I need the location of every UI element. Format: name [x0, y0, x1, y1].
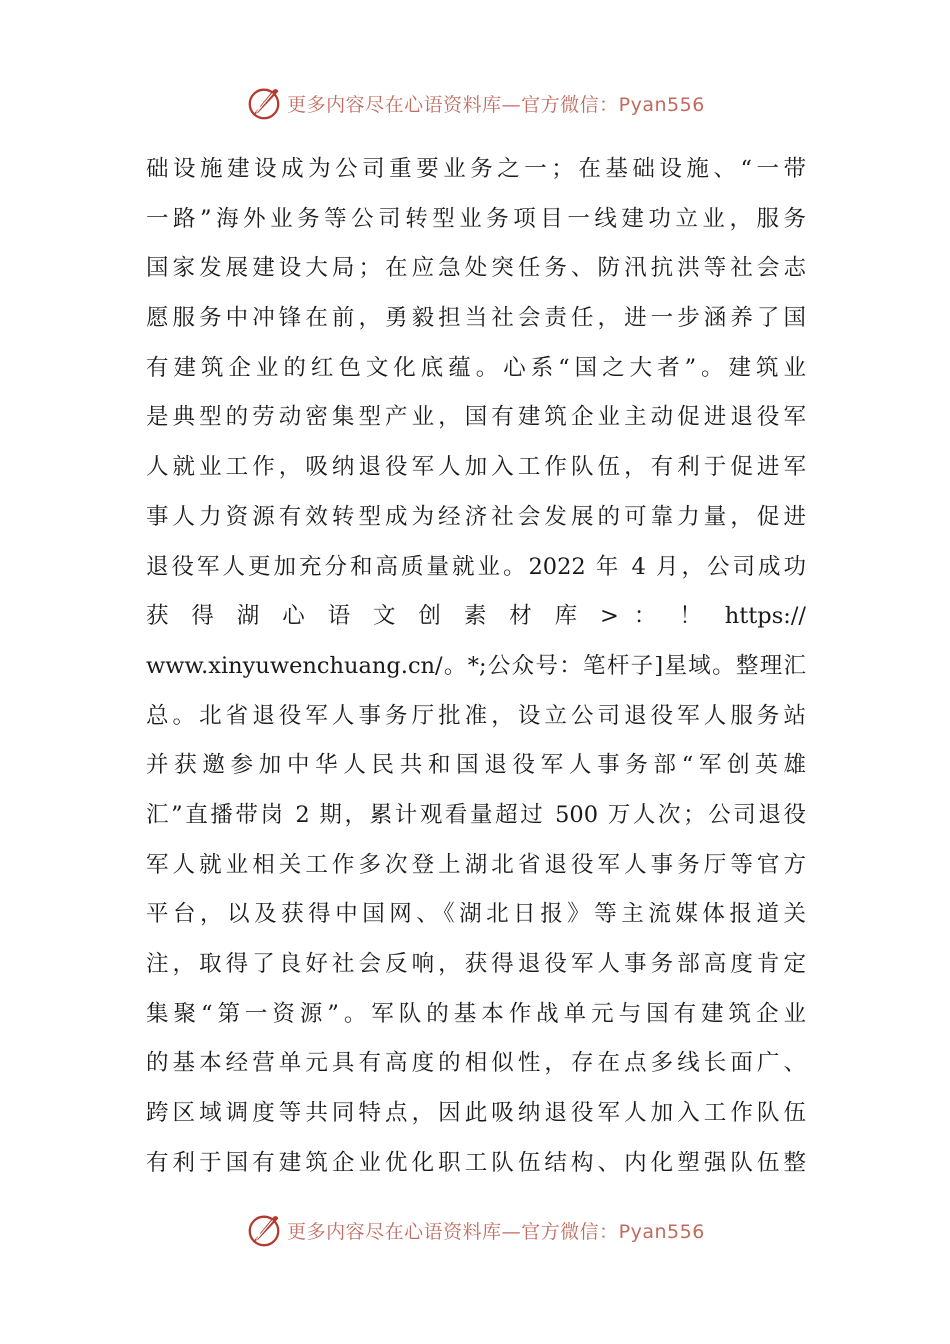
body-line: 国家发展建设大局；在应急处突任务、防汛抗洪等社会志 [146, 255, 806, 282]
quill-pen-logo-icon [245, 1211, 283, 1249]
body-line: 注，取得了良好社会反响，获得退役军人事务部高度肯定 [146, 951, 806, 977]
body-line: 有利于国有建筑企业优化职工队伍结构、内化塑强队伍整 [146, 1149, 806, 1176]
body-line: 汇”直播带岗 2 期，累计观看量超过 500 万人次；公司退役 [146, 801, 806, 828]
body-line: 获 得 湖 心 语 文 创 素 材 库 > ： ！ https:// [146, 603, 806, 630]
body-line: 跨区域调度等共同特点，因此吸纳退役军人加入工作队伍 [146, 1100, 806, 1127]
header-watermark [0, 83, 950, 123]
footer-wechat-id: Pyan556 [618, 1220, 705, 1243]
header-watermark-label: 更多内容尽在心语资料库—官方微信： [287, 93, 619, 116]
body-line: 军人就业相关工作多次登上湖北省退役军人事务厅等官方 [146, 851, 806, 878]
header-wechat-id: Pyan556 [618, 93, 705, 116]
footer-watermark [0, 1210, 950, 1250]
quill-pen-logo-icon [245, 84, 283, 122]
body-line: 并获邀参加中华人民共和国退役军人事务部“军创英雄 [146, 752, 806, 779]
body-line: 事人力资源有效转型成为经济社会发展的可靠力量，促进 [146, 503, 806, 530]
body-line: 一路”海外业务等公司转型业务项目一线建功立业，服务 [146, 205, 806, 232]
body-line: 的基本经营单元具有高度的相似性，存在点多线长面广、 [146, 1050, 806, 1077]
body-line: 愿服务中冲锋在前，勇毅担当社会责任，进一步涵养了国 [146, 305, 806, 332]
footer-watermark-label: 更多内容尽在心语资料库—官方微信： [287, 1220, 619, 1243]
header-watermark-text [287, 90, 705, 117]
body-line: 人就业工作，吸纳退役军人加入工作队伍，有利于促进军 [146, 454, 806, 481]
body-line: 总。北省退役军人事务厅批准，设立公司退役军人服务站 [146, 702, 806, 729]
body-line: 退役军人更加充分和高质量就业。2022 年 4 月，公司成功 [146, 553, 806, 580]
footer-watermark-text [287, 1217, 705, 1244]
body-line: 集聚“第一资源”。军队的基本作战单元与国有建筑企业 [146, 1000, 806, 1027]
body-line: 有建筑企业的红色文化底蕴。心系“国之大者”。建筑业 [146, 354, 806, 381]
body-line: www.xinyuwenchuang.cn/。*;公众号：笔杆子]星域。整理汇 [146, 652, 806, 679]
body-line: 础设施建设成为公司重要业务之一；在基础设施、“一带 [146, 156, 806, 182]
body-line: 是典型的劳动密集型产业，国有建筑企业主动促进退役军 [146, 404, 806, 431]
document-body [146, 145, 806, 1188]
body-line: 平台，以及获得中国网、《湖北日报》等主流媒体报道关 [146, 901, 806, 928]
